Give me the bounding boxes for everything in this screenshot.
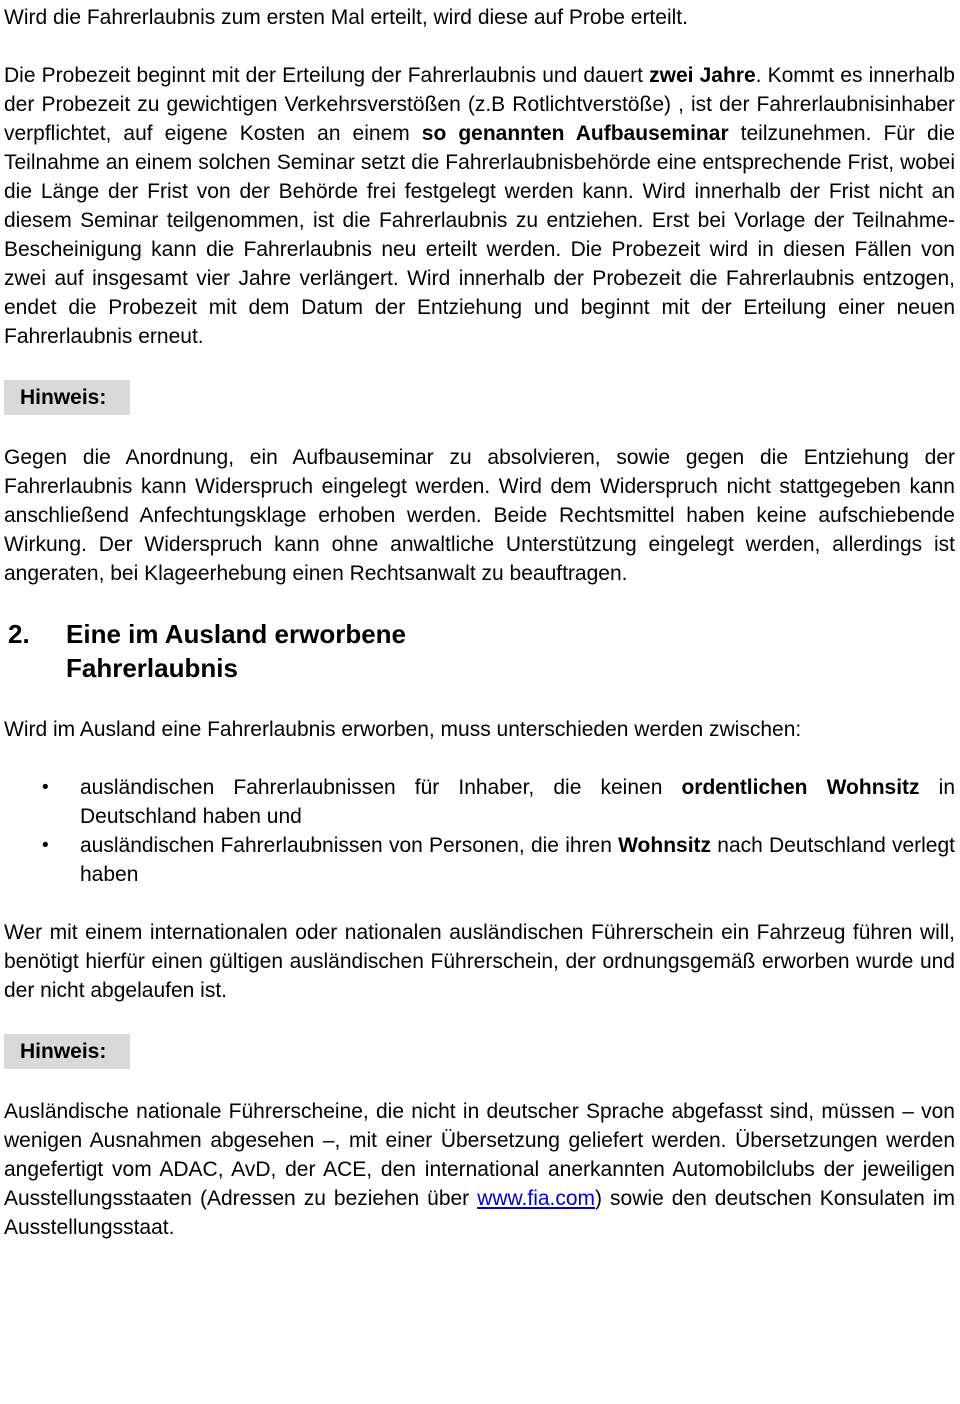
bullet-list [4,773,955,889]
text-run: ausländischen Fahrerlaubnissen von Personen, die ihren [80,834,619,857]
text-run-bold: so genannten Aufbauseminar [421,122,729,145]
paragraph-widerspruch: Gegen die Anordnung, ein Aufbauseminar zu absolvieren, sowie gegen die Entziehung der Fahrerlaubnis kann Widerspruch eingelegt werden. Wird dem Widerspruch nicht stattgegeben kann anschließend Anfechtungsklage erhoben werden. Beide Rechtsmittel haben keine aufschiebende Wirkung. Der Widerspruch kann ohne anwaltliche Unterstützung eingelegt werden, allerdings ist angeraten, bei Klageerhebung einen Rechtsanwalt zu beauftragen. [4,446,955,585]
paragraph-ausland-intro: Wird im Ausland eine Fahrerlaubnis erworben, muss unterschieden werden zwischen: [4,718,802,741]
text-run: Die Probezeit beginnt mit der Erteilung der Fahrerlaubnis und dauert [4,64,650,87]
text-run: Ausländische nationale Führerscheine, die nicht in deutscher Sprache abgefasst sind, müssen – von wenigen Ausnahmen abgesehen –, mit einer Übersetzung geliefert werden. Übersetzungen werden angefertigt vom ADAC, AvD, der ACE, den international anerkannten Automobilclubs der jeweiligen Ausstellungsstaaten (Adressen zu beziehen über [4,1100,955,1210]
paragraph-uebersetzung [4,1097,955,1242]
bullet-icon: • [42,777,49,798]
list-item-text [80,831,955,889]
paragraph-intro: Wird die Fahrerlaubnis zum ersten Mal erteilt, wird diese auf Probe erteilt. [4,6,688,29]
text-run: ausländischen Fahrerlaubnissen für Inhaber, die keinen [80,776,682,799]
section-title-line2: Fahrerlaubnis [66,653,238,683]
fia-link[interactable]: www.fia.com [477,1187,596,1210]
text-run: nach Deutschland verlegt haben [80,834,955,886]
text-run: . Kommt es innerhalb der Probezeit zu gewichtigen Verkehrsverstößen (z.B Rotlichtverstöße) , ist der Fahrerlaubnisinhaber verpflichtet, auf eigene Kosten an einem [4,64,955,145]
bullet-icon: • [42,835,49,856]
paragraph-probezeit [4,61,955,351]
paragraph-fuehrerschein: Wer mit einem internationalen oder nationalen ausländischen Führerschein ein Fahrzeug führen will, benötigt hierfür einen gültigen ausländischen Führerschein, der ordnungsgemäß erworben wurde und der nicht abgelaufen ist. [4,921,955,1002]
list-item-text [80,773,955,831]
text-run: ) sowie den deutschen Konsulaten im Ausstellungsstaat. [4,1187,955,1239]
text-run-bold: ordentlichen Wohnsitz [681,776,920,799]
text-run-bold: zwei Jahre [649,64,756,87]
text-run-bold: Wohnsitz [618,834,712,857]
text-run: teilzunehmen. Für die Teilnahme an einem solchen Seminar setzt die Fahrerlaubnisbehörde eine entsprechende Frist, wobei die Länge der Frist von der Behörde frei festgelegt werden kann. Wird innerhalb der Frist nicht an diesem Seminar teilgenommen, ist die Fahrerlaubnis zu entziehen. Erst bei Vorlage der Teilnahme-Bescheinigung kann die Fahrerlaubnis neu erteilt werden. Die Probezeit wird in diesen Fällen von zwei auf insgesamt vier Jahre verlängert. Wird innerhalb der Probezeit die Fahrerlaubnis entzogen, endet die Probezeit mit dem Datum der Entziehung und beginnt mit der Erteilung einer neuen Fahrerlaubnis erneut. [4,122,956,348]
section-number: 2. [8,619,30,649]
section-heading [4,617,955,685]
hinweis-label: Hinweis: [4,1034,130,1069]
section-title-line1: Eine im Ausland erworbene [66,619,407,649]
text-run: in Deutschland haben und [80,776,955,828]
list-item [4,831,955,889]
list-item [4,773,955,831]
section-title [66,617,406,685]
hinweis-label: Hinweis: [4,380,130,415]
